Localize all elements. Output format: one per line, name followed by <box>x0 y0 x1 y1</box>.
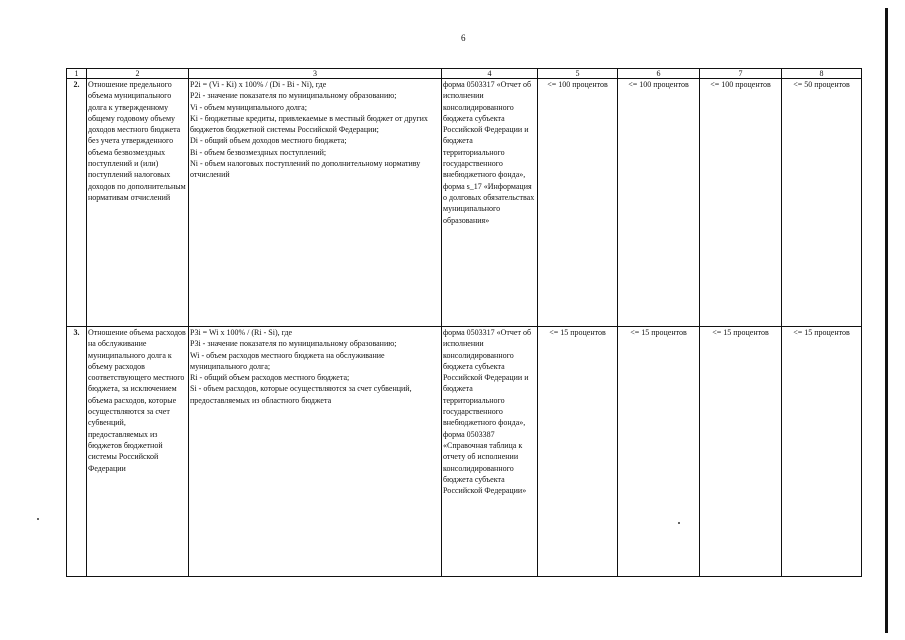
formula-line: Vi - объем муниципального долга; <box>190 102 307 112</box>
page-number: 6 <box>461 33 466 43</box>
threshold-value: <= 100 процентов <box>538 79 618 327</box>
indicators-table <box>66 68 862 577</box>
column-number: 4 <box>442 69 538 79</box>
threshold-value: <= 100 процентов <box>618 79 700 327</box>
threshold-value: <= 15 процентов <box>538 327 618 577</box>
formula-line: Di - общий объем доходов местного бюджета; <box>190 136 347 146</box>
threshold-value: <= 100 процентов <box>700 79 782 327</box>
table-row <box>67 327 862 577</box>
indicator-name: Отношение объема расходов на обслуживание муниципального долга к объему расходов соответствующего местного бюджета, за исключением объема расходов, которые осуществляются за счет субвенций, предоставляемых из бюджетов бюджетной системы Российской Федерации <box>87 327 189 577</box>
data-source: форма 0503317 «Отчет об исполнении консолидированного бюджета субъекта Российской Федерации и бюджета территориального государственного внебюджетного фонда», форма s_17 «Информация о долговых обязательствах муниципального образования» <box>442 79 538 327</box>
indicator-name: Отношение предельного объема муниципального долга к утвержденному общему годовому объему доходов местного бюджета без учета утвержденного объема безвозмездных поступлений и (или) поступлений налоговых доходов по дополнительным нормативам отчислений <box>87 79 189 327</box>
threshold-value: <= 15 процентов <box>618 327 700 577</box>
indicator-formula <box>189 327 442 577</box>
formula-line: P2i = (Vi - Ki) x 100% / (Di - Bi - Ni), где <box>190 80 327 89</box>
formula-line: Ri - общий объем расходов местного бюджета; <box>190 373 350 383</box>
formula-line: Ni - объем налоговых поступлений по дополнительному нормативу отчислений <box>190 159 421 180</box>
threshold-value: <= 50 процентов <box>782 79 862 327</box>
data-source: форма 0503317 «Отчет об исполнении консолидированного бюджета субъекта Российской Федерации и бюджета территориального государственного внебюджетного фонда», форма 0503387 «Справочная таблица к отчету об исполнении консолидированного бюджета субъекта Российской Федерации» <box>442 327 538 577</box>
table-row <box>67 79 862 327</box>
formula-line: Bi - объем безвозмездных поступлений; <box>190 147 327 157</box>
formula-line: Ki - бюджетные кредиты, привлекаемые в местный бюджет от других бюджетов бюджетной системы Российской Федерации; <box>190 113 428 135</box>
formula-line: Wi - объем расходов местного бюджета на обслуживание муниципального долга; <box>190 350 385 371</box>
formula-line: Si - объем расходов, которые осуществляются за счет субвенций, предоставляемых из областного бюджета <box>190 384 412 405</box>
formula-line: P2i - значение показателя по муниципальному образованию; <box>190 91 397 101</box>
page-edge-bar <box>885 8 888 633</box>
header-row <box>67 69 862 79</box>
column-number: 7 <box>700 69 782 79</box>
formula-line: P3i = Wi x 100% / (Ri - Si), где <box>190 328 293 337</box>
threshold-value: <= 15 процентов <box>782 327 862 577</box>
row-number: 3. <box>67 327 87 577</box>
column-number: 6 <box>618 69 700 79</box>
scan-speck <box>678 522 680 524</box>
formula-line: P3i - значение показателя по муниципальному образованию; <box>190 339 397 349</box>
column-number: 5 <box>538 69 618 79</box>
column-number: 8 <box>782 69 862 79</box>
indicator-formula <box>189 79 442 327</box>
scan-speck <box>37 518 39 520</box>
threshold-value: <= 15 процентов <box>700 327 782 577</box>
column-number: 1 <box>67 69 87 79</box>
column-number: 3 <box>189 69 442 79</box>
row-number: 2. <box>67 79 87 327</box>
column-number: 2 <box>87 69 189 79</box>
